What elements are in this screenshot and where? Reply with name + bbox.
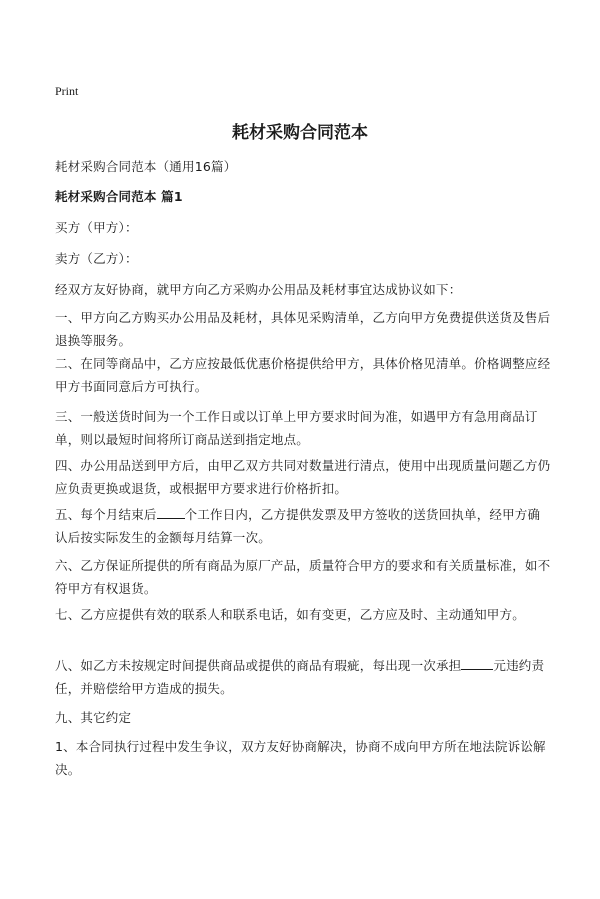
blank-days: [157, 507, 185, 519]
print-label: Print: [55, 84, 79, 98]
clause-6: 六、乙方保证所提供的所有商品为原厂产品，质量符合甲方的要求和有关质量标准，如不符甲方有权退货。: [55, 558, 551, 596]
clause-5-end: 个工作日内，乙方提供发票及甲方签收的送货回执单，经甲方确认后按实际发生的金额每月结算一次。: [55, 507, 541, 545]
clause-8-end: 元违约责任，并赔偿给甲方造成的损失。: [55, 658, 545, 696]
document-subtitle: 耗材采购合同范本（通用16篇）: [55, 159, 237, 174]
clause-5-start: 五、每个月结束后: [55, 507, 157, 522]
clause-1: 一、甲方向乙方购买办公用品及耗材，具体见采购清单，乙方向甲方免费提供送货及售后退换等服务。: [55, 310, 551, 348]
intro-paragraph: 经双方友好协商，就甲方向乙方采购办公用品及耗材事宜达成协议如下：: [55, 282, 462, 297]
clause-5: [55, 503, 551, 549]
clause-4: 四、办公用品送到甲方后，由甲乙双方共同对数量进行清点，使用中出现质量问题乙方仍应负责更换或退货，或根据甲方要求进行价格折扣。: [55, 458, 551, 496]
seller-line: 卖方（乙方）：: [55, 251, 138, 266]
clause-3: 三、一般送货时间为一个工作日或以订单上甲方要求时间为准，如遇甲方有急用商品订单，则以最短时间将所订商品送到指定地点。: [55, 409, 538, 447]
clause-7: 七、乙方应提供有效的联系人和联系电话，如有变更，乙方应及时、主动通知甲方。: [55, 607, 525, 622]
clause-9: 九、其它约定: [55, 710, 132, 725]
section-heading: 耗材采购合同范本 篇1: [55, 189, 183, 204]
clause-2: 二、在同等商品中，乙方应按最低优惠价格提供给甲方，具体价格见清单。价格调整应经甲方书面同意后方可执行。: [55, 356, 551, 394]
clause-8-start: 八、如乙方未按规定时间提供商品或提供的商品有瑕疵，每出现一次承担: [55, 658, 462, 673]
document-title: 耗材采购合同范本: [232, 123, 368, 143]
clause-10: 1、本合同执行过程中发生争议，双方友好协商解决，协商不成向甲方所在地法院诉讼解决。: [55, 739, 546, 777]
blank-amount: [461, 658, 493, 670]
buyer-line: 买方（甲方）：: [55, 220, 138, 235]
clause-8: [55, 654, 551, 700]
